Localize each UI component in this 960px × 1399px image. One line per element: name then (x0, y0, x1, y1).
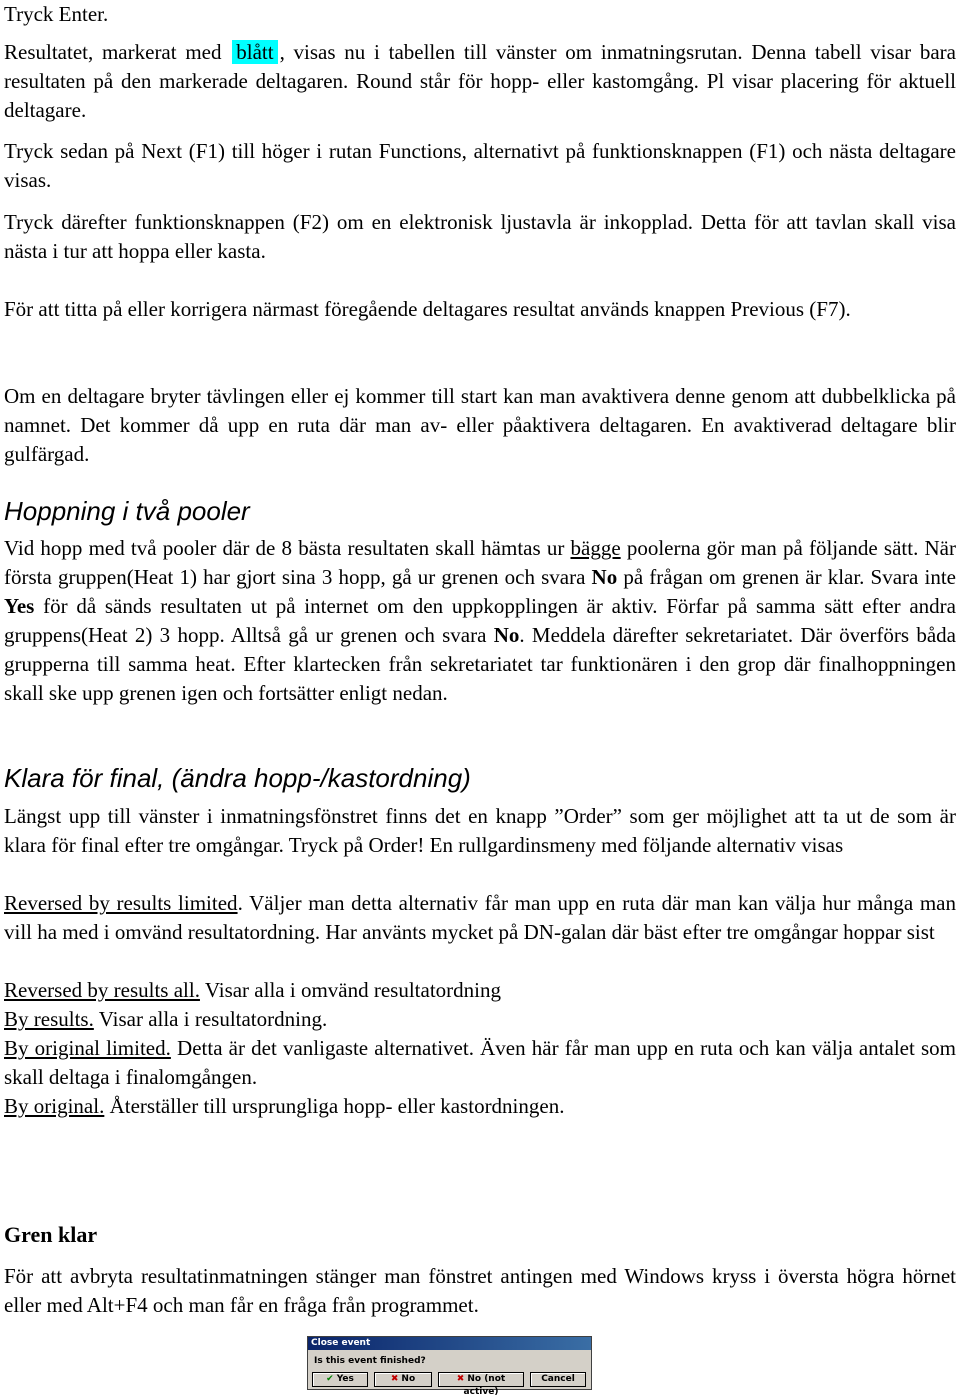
option-reversed-limited (4, 889, 956, 947)
bold-yes: Yes (4, 594, 35, 618)
paragraph-order: Längst upp till vänster i inmatningsfönstret finns det en knapp ”Order” som ger möjlighet att ta ut de som är klara för final efter tre omgångar. Tryck på Order! En rullgardinsmeny med följande alternativ visas (4, 804, 956, 857)
heading-two-pools: Hoppning i två pooler (4, 496, 250, 526)
paragraph-previous: För att titta på eller korrigera närmast föregående deltagares resultat används knappen Previous (F7). (4, 297, 851, 321)
option-title: By original. (4, 1094, 105, 1118)
text: Resultatet, markerat med (4, 40, 231, 64)
heading-gren-klar: Gren klar (4, 1222, 98, 1247)
option-title: Reversed by results all. (4, 978, 200, 1002)
no-button[interactable] (374, 1372, 432, 1387)
no-not-active-button[interactable] (438, 1372, 524, 1397)
text: . Meddela därefter sekretariatet. Där överförs båda grupperna till samma heat. Efter klartecken från sekretariatet tar funktionären i den grop där finalhoppningen skall ske upp grenen igen och fortsätter enligt nedan. (4, 623, 956, 705)
text: , visas nu i tabellen till vänster om inmatningsrutan. Denna tabell visar bara resultaten på den markerade deltagaren. Round står för hopp- eller kastomgång. Pl visar placering för aktuell deltagare. (4, 40, 956, 122)
text: Vid hopp med två pooler där de 8 bästa resultaten skall hämtas ur (4, 536, 571, 560)
paragraph-avaktivera: Om en deltagare bryter tävlingen eller ej kommer till start kan man avaktivera denne genom att dubbelklicka på namnet. Det kommer då upp en ruta där man av- eller påaktivera deltagaren. En avaktiverad deltagare blir gulfärgad. (4, 384, 956, 466)
dialog-title: Close event (308, 1337, 591, 1350)
option-text: Visar alla i resultatordning. (93, 1007, 328, 1031)
button-label: Yes (336, 1374, 354, 1384)
button-label: Cancel (541, 1374, 575, 1384)
text: på frågan om grenen är klar. Svara inte (617, 565, 956, 589)
close-event-dialog (307, 1336, 592, 1397)
text: för då sänds resultaten ut på internet om den uppkopplingen är aktiv. Förfar på samma sätt efter andra gruppens(Heat 2) 3 hopp. Alltså gå ur grenen och svara (4, 594, 956, 647)
highlight-blue: blått (232, 40, 277, 64)
paragraph-ljustavla: Tryck därefter funktionsknappen (F2) om en elektronisk ljustavla är inkopplad. Detta för att tavlan skall visa nästa i tur att hoppa eller kasta. (4, 210, 956, 263)
option-text: . Väljer man detta alternativ får man upp en ruta där man kan välja hur många man vill ha med i omvänd resultatordning. Har använts mycket på DN-galan där bäst efter tre omgångar hoppar sist (4, 891, 956, 944)
option-text: Detta är det vanligaste alternativet. Även här får man upp en ruta och kan välja antalet som skall deltaga i finalomgången. (4, 1036, 956, 1089)
dialog-message: Is this event finished? (314, 1356, 426, 1366)
option-original-limited (4, 1034, 956, 1092)
option-text: Visar alla i omvänd resultatordning (199, 978, 501, 1002)
bold-no: No (493, 623, 520, 647)
button-label: No (not active) (463, 1374, 506, 1397)
option-original (4, 1092, 956, 1121)
paragraph-close: För att avbryta resultatinmatningen stänger man fönstret antingen med Windows kryss i översta högra hörnet eller med Alt+F4 och man får en fråga från programmet. (4, 1264, 956, 1317)
text: poolerna gör man på följande sätt. När första gruppen(Heat 1) har gjort sina 3 hopp, gå ur grenen och svara (4, 536, 956, 589)
bold-no: No (591, 565, 618, 589)
heading-final: Klara för final, (ändra hopp-/kastordning) (4, 763, 471, 793)
cancel-button[interactable] (530, 1372, 586, 1387)
cross-icon: ✖ (456, 1374, 465, 1384)
yes-button[interactable] (312, 1372, 368, 1387)
paragraph-two-pools (4, 534, 956, 708)
check-icon: ✔ (326, 1374, 334, 1384)
button-label: No (401, 1374, 416, 1384)
option-by-results (4, 1005, 956, 1034)
option-text: Återställer till ursprungliga hopp- eller kastordningen. (104, 1094, 565, 1118)
option-reversed-all (4, 976, 956, 1005)
cross-icon: ✖ (390, 1374, 399, 1384)
option-title: Reversed by results limited (4, 891, 238, 915)
paragraph-resultat (4, 38, 956, 125)
paragraph-tryck-enter: Tryck Enter. (4, 2, 109, 26)
underlined-word: bägge (570, 536, 621, 560)
option-title: By results. (4, 1007, 94, 1031)
paragraph-next: Tryck sedan på Next (F1) till höger i rutan Functions, alternativt på funktionsknappen (F1) och nästa deltagare visas. (4, 139, 956, 192)
option-title: By original limited. (4, 1036, 171, 1060)
